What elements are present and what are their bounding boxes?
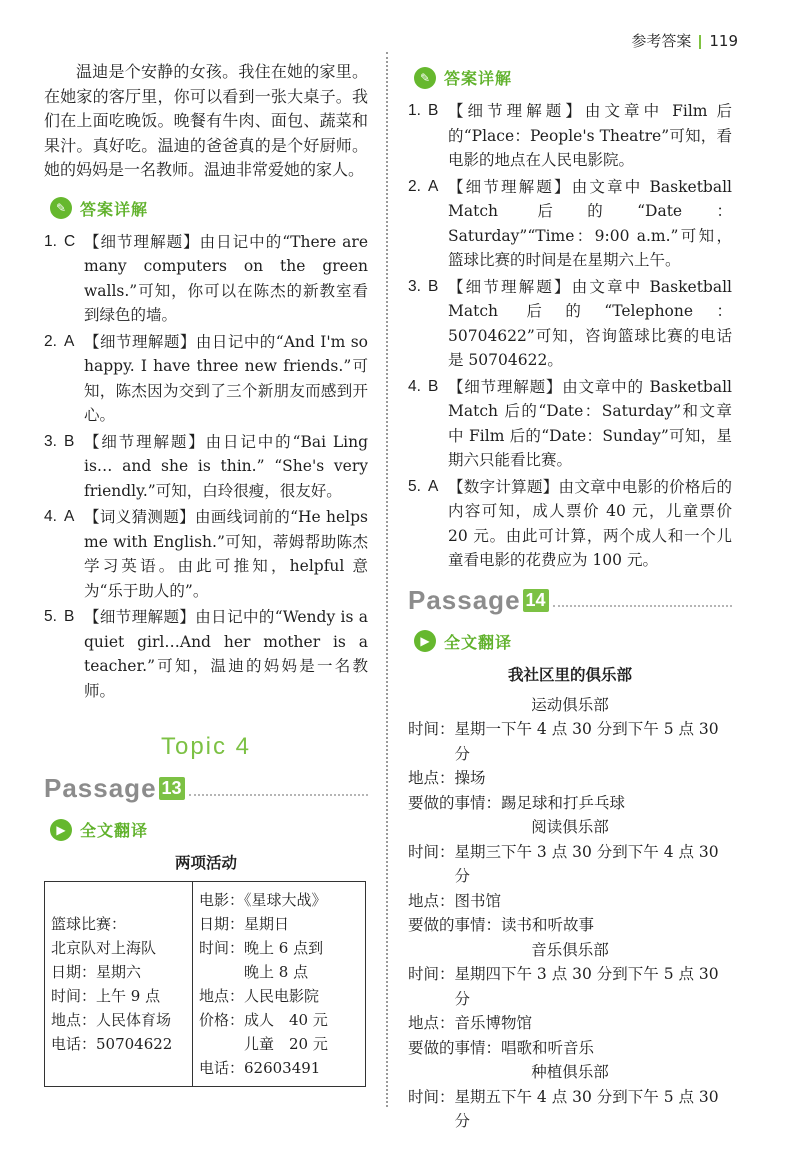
passage-heading: [408, 585, 732, 616]
club-music: 音乐俱乐部 时间：星期四下午 3 点 30 分到下午 5 点 30 分 地点：音乐博物馆 要做的事情：唱歌和听音乐: [408, 940, 719, 1057]
answer-list: [44, 230, 368, 704]
play-icon: ▶: [414, 630, 436, 652]
answer-item: 2. A 【细节理解题】由文章中 Basketball Match 后的“Date：Saturday”“Time：9:00 a.m.”可知，篮球比赛的时间是在星期六上午。: [408, 177, 732, 269]
club-sports: 运动俱乐部 时间：星期一下午 4 点 30 分到下午 5 点 30 分 地点：操场 要做的事情：踢足球和打乒乓球: [408, 695, 719, 812]
passage-dots: [189, 782, 368, 796]
answer-item: 4. A 【词义猜测题】由画线词前的“He helps me with English.”可知，蒂姆帮助陈杰学习英语。由此可推知，helpful 意为“乐于助人的”。: [44, 508, 368, 600]
topic-title: Topic 4: [160, 733, 252, 760]
club-reading: 阅读俱乐部 时间：星期三下午 3 点 30 分到下午 4 点 30 分 地点：图书馆 要做的事情：读书和听故事: [408, 818, 719, 934]
answer-item: 5. A 【数字计算题】由文章中电影的价格后的内容可知，成人票价 40 元，儿童票价 20 元。由此可计算，两个成人和一个儿童看电影的花费应为 100 元。: [408, 477, 732, 569]
header-label: 参考答案: [631, 32, 692, 50]
club-planting: 种植俱乐部 时间：星期五下午 4 点 30 分到下午 5 点 30 分: [408, 1063, 719, 1130]
passage-dots: [553, 593, 732, 607]
page-number: 119: [709, 32, 738, 50]
activity-table: [44, 881, 366, 1087]
answer-item: 1. C 【细节理解题】由日记中的“There are many computers on the green walls.”可知，你可以在陈杰的新教室看到绿色的墙。: [44, 232, 368, 324]
activity-title: 两项活动: [174, 854, 237, 872]
answer-item: 1. B 【细节理解题】由文章中 Film 后的“Place：People's Theatre”可知，看电影的地点在人民电影院。: [408, 102, 732, 169]
passage-word: Passage: [408, 584, 521, 615]
answers-heading: ✎ 答案详解: [50, 197, 368, 220]
play-icon: ▶: [50, 819, 72, 841]
header-separator: [699, 35, 701, 49]
basketball-cell: 篮球比赛： 北京队对上海队 日期：星期六 时间：上午 9 点 地点：人民体育场 电话：50704622: [45, 882, 193, 1087]
answer-item: 2. A 【细节理解题】由日记中的“And I'm so happy. I have three new friends.”可知，陈杰因为交到了三个新朋友而感到开心。: [44, 332, 368, 424]
translation-paragraph: 温迪是个安静的女孩。我住在她的家里。在她家的客厅里，你可以看到一张大桌子。我们在上面吃晚饭。晚餐有牛肉、面包、蔬菜和果汁。真好吃。温迪的爸爸真的是个好厨师。她的妈妈是一名教师。温迪非常爱她的家人。: [44, 62, 368, 179]
passage-heading: [44, 773, 368, 804]
answer-item: 3. B 【细节理解题】由日记中的“Bai Ling is… and she is thin.” “She's very friendly.”可知，白玲很瘦，很友好。: [44, 432, 368, 500]
answer-item: 4. B 【细节理解题】由文章中的 Basketball Match 后的“Date：Saturday”和文章中 Film 后的“Date：Sunday”可知，星期六只能看比赛。: [408, 377, 732, 469]
translation-heading: ▶ 全文翻译: [50, 818, 368, 841]
movie-cell: 电影：《星球大战》 日期：星期日 时间：晚上 6 点到 晚上 8 点 地点：人民电影院 价格：成人 40 元 儿童 20 元 电话：62603491: [193, 882, 366, 1087]
page-header: [631, 30, 738, 51]
answer-icon: ✎: [50, 197, 72, 219]
answers-heading: ✎ 答案详解: [414, 66, 732, 89]
translation-heading: ▶ 全文翻译: [414, 630, 732, 653]
answer-item: 5. B 【细节理解题】由日记中的“Wendy is a quiet girl…And her mother is a teacher.”可知，温迪的妈妈是一名教师。: [44, 608, 368, 700]
answer-list: [408, 99, 732, 573]
left-column: [44, 60, 368, 1087]
right-column: [408, 64, 732, 1134]
answer-icon: ✎: [414, 67, 436, 89]
passage-number: 14: [523, 589, 549, 612]
column-divider: [386, 52, 388, 1107]
clubs-title: 我社区里的俱乐部: [507, 665, 632, 684]
answer-item: 3. B 【细节理解题】由文章中 Basketball Match 后的“Telephone：50704622”可知，咨询篮球比赛的电话是 50704622。: [408, 277, 732, 369]
passage-word: Passage: [44, 773, 157, 803]
passage-number: 13: [159, 777, 185, 800]
